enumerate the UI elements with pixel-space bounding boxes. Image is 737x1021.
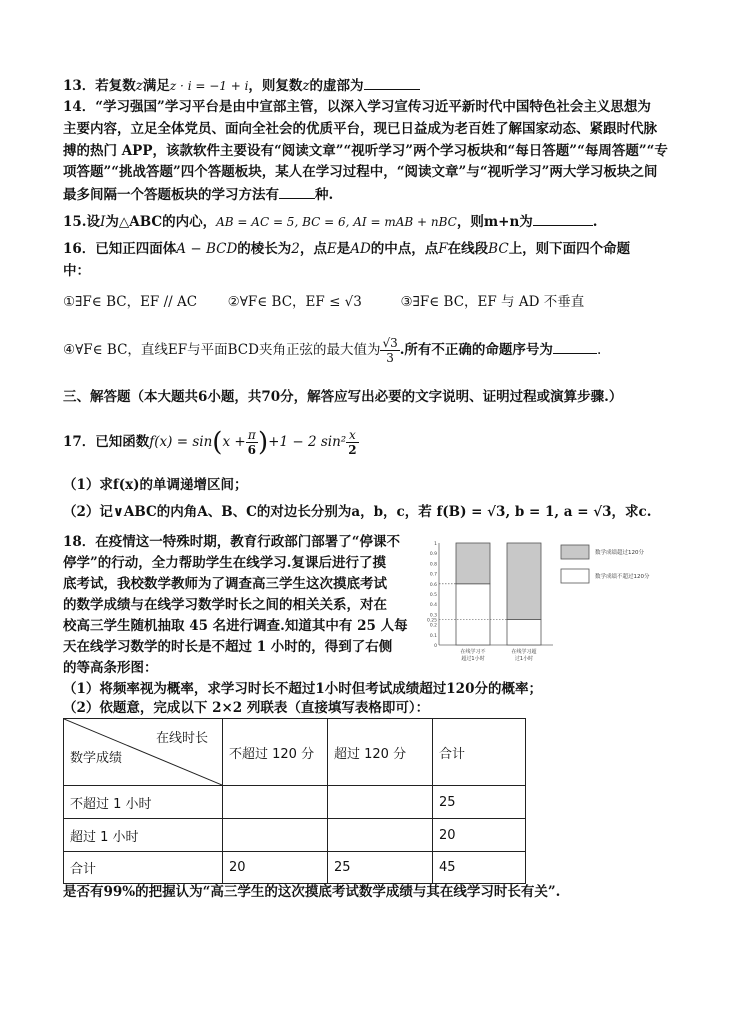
y-tick-label: 0.9	[429, 552, 437, 558]
q15-text: 15.设	[63, 214, 100, 230]
q13-text: 满足	[142, 78, 170, 94]
y-tick-label: 0.25	[426, 618, 437, 624]
fraction-denominator: 2	[348, 443, 357, 457]
table-row	[64, 852, 526, 884]
q18-line: 18．在疫情这一特殊时期，教育行政部门部署了“停课不	[63, 534, 401, 550]
table-cell: 20	[223, 852, 328, 884]
answer-blank[interactable]	[533, 212, 593, 226]
q16-option-2: ②∀F∈ BC，EF ≤ √3	[227, 294, 362, 310]
q15-text: .	[592, 214, 598, 230]
table-row	[64, 786, 526, 819]
fraction-numerator: √3	[382, 336, 398, 350]
q14-line: 14．“学习强国”学习平台是由中宣部主管，以深入学习宣传习近平新时代中国特色社会主义思想为	[63, 99, 651, 115]
legend-label: 数学成绩超过120分	[595, 550, 644, 556]
q18-part-1: （1）将频率视为概率，求学习时长不超过1小时但考试成绩超过120分的概率；	[63, 681, 542, 697]
q16-var: A − BCD	[176, 241, 238, 257]
q18-line: 校高三学生随机抽取 45 名进行调查.知道其中有 25 人每	[63, 618, 408, 634]
question-13	[63, 76, 420, 95]
bar-segment	[507, 620, 541, 646]
y-tick-label: 0.4	[429, 603, 437, 609]
y-tick-label: 0.8	[429, 562, 437, 568]
q16-text: 16．已知正四面体	[63, 241, 177, 257]
q18-line: 的等高条形图：	[63, 660, 158, 676]
table-header-diagonal-cell	[64, 719, 223, 786]
table-col-header: 超过 120 分	[328, 719, 433, 786]
table-col-header: 合计	[433, 719, 526, 786]
y-tick-label: 0.2	[429, 623, 437, 629]
x-tick-label: 超过1小时	[461, 656, 485, 662]
q18-line: 底考试，我校数学教师为了调查高三学生这次摸底考试	[63, 576, 387, 592]
table-cell[interactable]	[328, 786, 433, 819]
answer-blank[interactable]	[553, 340, 597, 354]
legend-swatch	[561, 545, 589, 559]
contingency-table	[63, 718, 526, 884]
q14-line: 项答题”“挑战答题”四个答题板块，某人在学习过程中，“阅读文章”与“视听学习”两大学习板块之间	[63, 164, 658, 180]
q17-tail: +1 − 2 sin²	[268, 434, 347, 450]
q16-option-1: ①∃F∈ BC，EF // AC	[63, 294, 198, 310]
q17-text: 17．已知函数	[63, 434, 150, 450]
q16-line: 中：	[63, 263, 90, 279]
table-cell: 20	[433, 819, 526, 852]
q16-var: AD	[350, 241, 371, 257]
y-tick-label: 0.7	[429, 572, 437, 578]
q16-options	[63, 293, 584, 311]
q16-text: ④∀F∈ BC，直线EF与平面BCD夹角正弦的最大值为	[63, 342, 381, 358]
q16-text: 在线段	[447, 241, 489, 257]
q16-text: ，点	[299, 241, 327, 257]
table-cell[interactable]	[328, 819, 433, 852]
x-tick-label: 在线学习不	[460, 649, 486, 655]
x-tick-label: 在线学习超	[511, 649, 537, 655]
table-cell: 25	[328, 852, 433, 884]
table-cell: 45	[433, 852, 526, 884]
q16-var: F	[438, 241, 448, 257]
y-tick-label: 1	[434, 542, 437, 547]
bar-segment	[456, 543, 490, 584]
table-cell[interactable]	[223, 819, 328, 852]
y-tick-label: 0.5	[429, 593, 437, 598]
q18-part-2: （2）依题意，完成以下 2×2 列联表（直接填写表格即可）：	[63, 700, 430, 716]
q14-text: 最多间隔一个答题板块的学习方法有	[63, 187, 279, 203]
table-header-top: 在线时长	[155, 731, 208, 746]
q15-text: 为△ABC的内心，	[105, 214, 217, 230]
q15-text: ，则m+n为	[456, 214, 533, 230]
bar-segment	[456, 584, 490, 645]
table-row-label: 合计	[64, 852, 223, 884]
fraction-numerator: π	[246, 428, 258, 443]
q16-text: 的棱长为	[237, 241, 292, 257]
q13-equation: z · i = −1 + i	[169, 79, 249, 93]
q16-option-3: ③∃F∈ BC，EF 与 AD 不垂直	[400, 294, 585, 310]
answer-blank[interactable]	[279, 185, 315, 199]
q15-equation: AB = AC = 5, BC = 6, AI = mAB + nBC	[216, 215, 457, 229]
q18-line: 停学”的行动，全力帮助学生在线学习.复课后进行了摸	[63, 555, 386, 571]
q16-text: .	[596, 342, 602, 358]
legend-label: 数学成绩不超过120分	[595, 574, 650, 580]
q16-var: BC	[488, 241, 509, 257]
x-tick-label: 过1小时	[514, 656, 534, 662]
question-16	[63, 240, 630, 258]
q13-var: z	[135, 78, 143, 94]
y-tick-label: 0.6	[429, 582, 437, 588]
q18-line: 天在线学习数学的时长是不超过 1 小时的，得到了右侧	[63, 639, 393, 655]
q16-var: 2	[291, 241, 300, 257]
q16-text: 的中点，点	[370, 241, 439, 257]
q17-part-2	[63, 503, 651, 521]
q14-text: 种.	[315, 187, 334, 203]
table-col-header: 不超过 120 分	[223, 719, 328, 786]
q13-var: z	[302, 78, 310, 94]
stacked-bar-chart	[425, 537, 685, 665]
table-cell[interactable]	[223, 786, 328, 819]
q15-var: I	[100, 214, 106, 230]
q18-final: 是否有99%的把握认为“高三学生的这次摸底考试数学成绩与其在线学习时长有关”.	[63, 884, 561, 900]
q17-text: a，b，c，若 f(B) = √3, b = 1, a = √3，求c.	[351, 504, 652, 520]
table-header-bottom: 数学成绩	[70, 751, 123, 766]
bar-segment	[507, 543, 541, 620]
q13-text: 13．若复数	[63, 78, 136, 94]
q17-arg: x +	[222, 434, 246, 450]
q17-text: （2）记∨ABC的内角A、B、C的对边长分别为	[63, 504, 352, 520]
q16-var: E	[326, 241, 337, 257]
q17-function: f(x) = sin	[149, 434, 213, 450]
q16-text: 上，则下面四个命题	[508, 241, 631, 257]
question-15	[63, 212, 597, 231]
q16-fraction	[380, 336, 399, 365]
legend-swatch	[561, 569, 589, 583]
section-heading: 三、解答题（本大题共6小题，共70分，解答应写出必要的文字说明、证明过程或演算步骤.）	[63, 389, 623, 405]
question-17: 17．已知函数f(x) = sin(x + $\frac{\pi}{6}$ )+1 − 2 sin² $\frac{x}{2}$	[63, 427, 357, 458]
q16-text: 是	[336, 241, 351, 257]
q13-text: ，则复数	[248, 78, 303, 94]
q17-part-1: （1）求f(x)的单调递增区间；	[63, 477, 248, 493]
fraction-numerator: x	[346, 428, 358, 443]
q16-option-4	[63, 336, 601, 365]
q18-line: 的数学成绩与在线学习数学时长之间的相关关系，对在	[63, 597, 387, 613]
answer-blank[interactable]	[364, 76, 420, 90]
q14-line: 搏的热门 APP，该款软件主要设有“阅读文章”“视听学习”两个学习板块和“每日答题”“每周答题”“专	[63, 143, 668, 159]
fraction-denominator: 6	[247, 443, 257, 457]
table-cell: 25	[433, 786, 526, 819]
y-tick-label: 0.1	[429, 633, 437, 639]
q17-fraction	[246, 428, 258, 457]
table-row-label: 超过 1 小时	[64, 819, 223, 852]
y-tick-label: 0.3	[429, 613, 437, 619]
q13-text: 的虚部为	[309, 78, 364, 94]
y-tick-label: 0	[434, 644, 437, 649]
q16-text: .所有不正确的命题序号为	[399, 342, 553, 358]
table-row-label: 不超过 1 小时	[64, 786, 223, 819]
q14-line: 主要内容，立足全体党员、面向全社会的优质平台，现已日益成为老百姓了解国家动态、紧跟时代脉	[63, 121, 657, 137]
table-row	[64, 819, 526, 852]
q14-line	[63, 185, 333, 204]
fraction-denominator: 3	[386, 351, 394, 365]
q17-fraction	[346, 428, 358, 457]
